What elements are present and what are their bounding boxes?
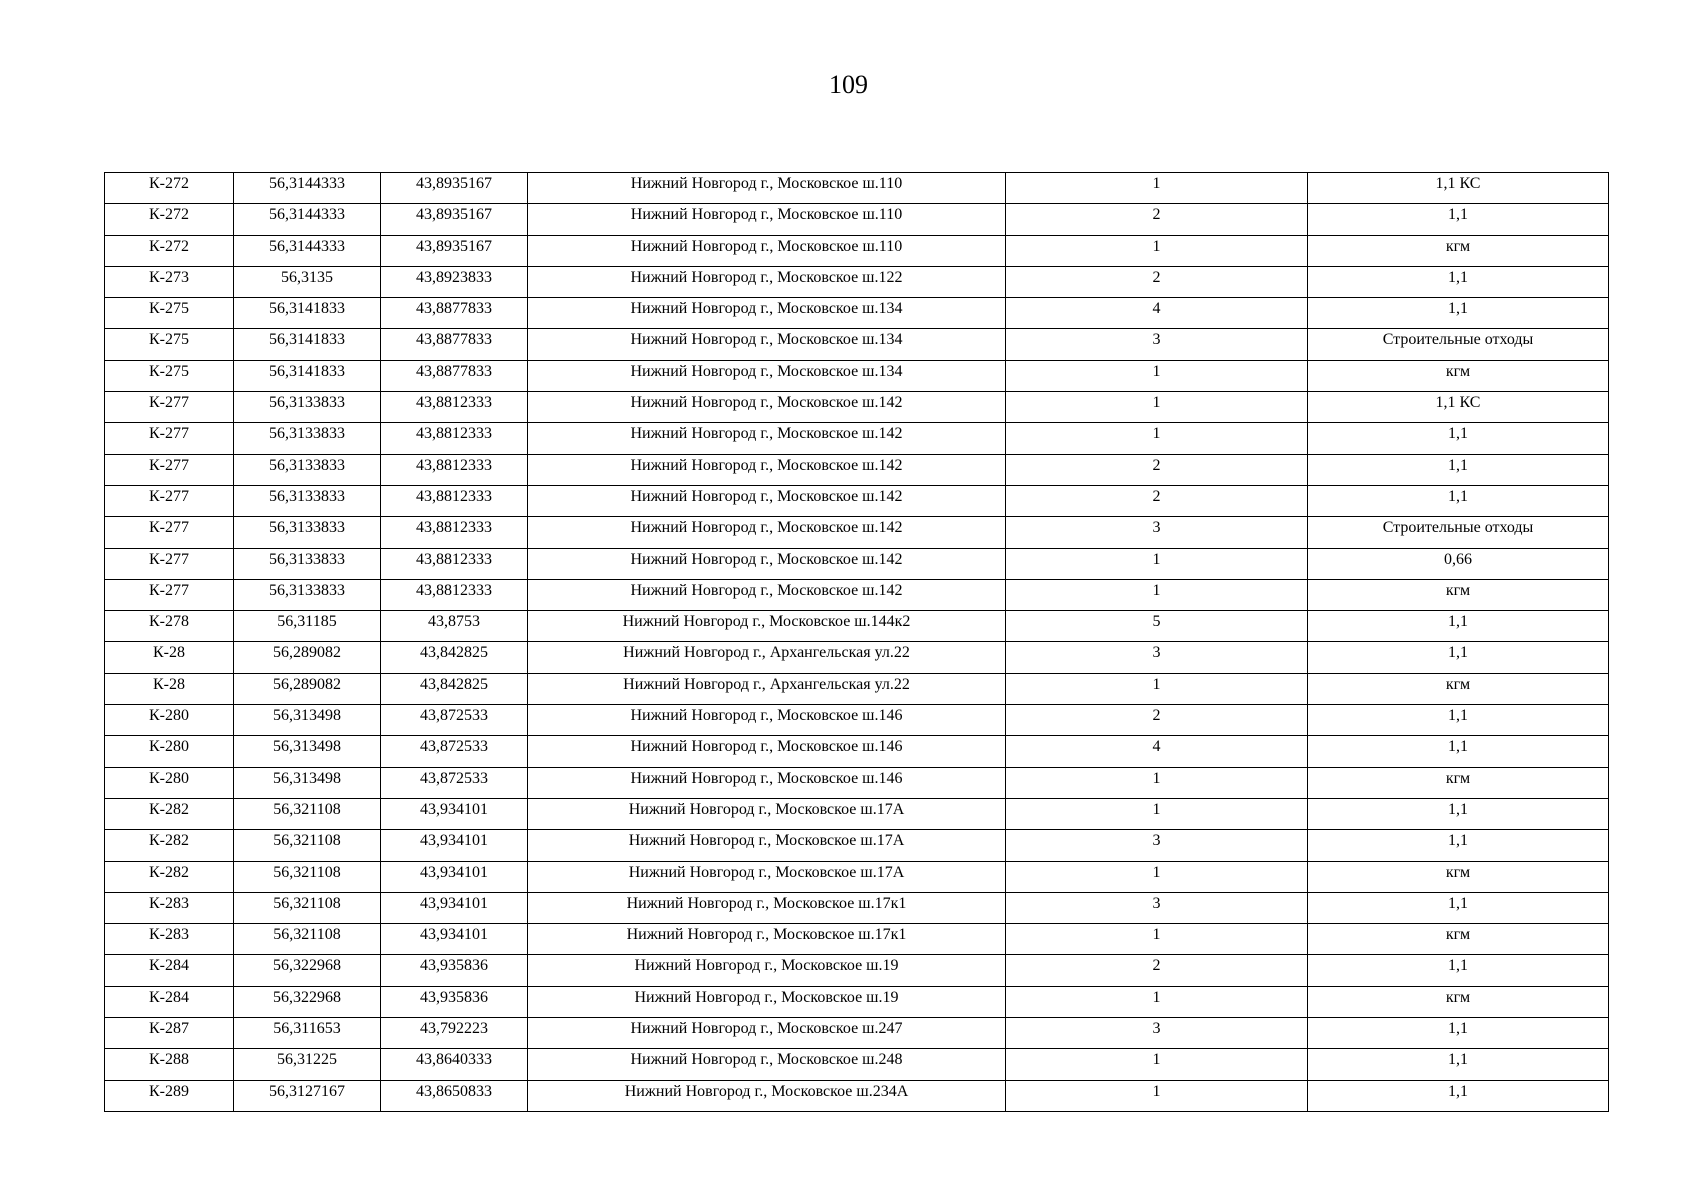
volume-cell: кгм	[1308, 673, 1609, 704]
address-cell: Нижний Новгород г., Московское ш.247	[528, 1018, 1006, 1049]
count-cell: 1	[1006, 423, 1308, 454]
address-cell: Нижний Новгород г., Московское ш.142	[528, 579, 1006, 610]
id-cell: К-278	[105, 611, 234, 642]
longitude-cell: 43,8877833	[381, 360, 528, 391]
count-cell: 1	[1006, 798, 1308, 829]
longitude-cell: 43,8812333	[381, 579, 528, 610]
address-cell: Нижний Новгород г., Московское ш.142	[528, 517, 1006, 548]
id-cell: К-275	[105, 298, 234, 329]
id-cell: К-277	[105, 423, 234, 454]
volume-cell: кгм	[1308, 360, 1609, 391]
volume-cell: 1,1	[1308, 454, 1609, 485]
address-cell: Нижний Новгород г., Архангельская ул.22	[528, 642, 1006, 673]
count-cell: 1	[1006, 861, 1308, 892]
volume-cell: 0,66	[1308, 548, 1609, 579]
longitude-cell: 43,872533	[381, 767, 528, 798]
table-row	[105, 767, 1609, 798]
count-cell: 2	[1006, 204, 1308, 235]
latitude-cell: 56,3133833	[234, 454, 381, 485]
address-cell: Нижний Новгород г., Московское ш.146	[528, 767, 1006, 798]
longitude-cell: 43,842825	[381, 673, 528, 704]
longitude-cell: 43,934101	[381, 924, 528, 955]
address-cell: Нижний Новгород г., Архангельская ул.22	[528, 673, 1006, 704]
page-number: 109	[829, 70, 868, 99]
volume-cell: 1,1	[1308, 642, 1609, 673]
id-cell: К-287	[105, 1018, 234, 1049]
latitude-cell: 56,321108	[234, 798, 381, 829]
count-cell: 1	[1006, 924, 1308, 955]
longitude-cell: 43,8877833	[381, 329, 528, 360]
id-cell: К-272	[105, 235, 234, 266]
count-cell: 2	[1006, 705, 1308, 736]
latitude-cell: 56,3133833	[234, 392, 381, 423]
longitude-cell: 43,8923833	[381, 266, 528, 297]
table-row	[105, 517, 1609, 548]
count-cell: 4	[1006, 736, 1308, 767]
count-cell: 2	[1006, 955, 1308, 986]
count-cell: 3	[1006, 830, 1308, 861]
address-cell: Нижний Новгород г., Московское ш.142	[528, 485, 1006, 516]
address-cell: Нижний Новгород г., Московское ш.142	[528, 423, 1006, 454]
count-cell: 1	[1006, 235, 1308, 266]
count-cell: 1	[1006, 986, 1308, 1017]
table-row	[105, 266, 1609, 297]
volume-cell: 1,1	[1308, 955, 1609, 986]
volume-cell: 1,1	[1308, 736, 1609, 767]
latitude-cell: 56,3144333	[234, 204, 381, 235]
volume-cell: кгм	[1308, 924, 1609, 955]
count-cell: 3	[1006, 517, 1308, 548]
latitude-cell: 56,289082	[234, 642, 381, 673]
id-cell: К-282	[105, 861, 234, 892]
id-cell: К-284	[105, 955, 234, 986]
id-cell: К-288	[105, 1049, 234, 1080]
volume-cell: кгм	[1308, 579, 1609, 610]
volume-cell: 1,1	[1308, 423, 1609, 454]
id-cell: К-289	[105, 1080, 234, 1111]
count-cell: 1	[1006, 360, 1308, 391]
longitude-cell: 43,8935167	[381, 173, 528, 204]
volume-cell: 1,1	[1308, 485, 1609, 516]
latitude-cell: 56,3133833	[234, 548, 381, 579]
longitude-cell: 43,8812333	[381, 485, 528, 516]
id-cell: К-277	[105, 579, 234, 610]
count-cell: 1	[1006, 392, 1308, 423]
count-cell: 1	[1006, 673, 1308, 704]
id-cell: К-28	[105, 673, 234, 704]
volume-cell: 1,1	[1308, 1018, 1609, 1049]
longitude-cell: 43,792223	[381, 1018, 528, 1049]
address-cell: Нижний Новгород г., Московское ш.19	[528, 986, 1006, 1017]
table-row	[105, 1049, 1609, 1080]
id-cell: К-277	[105, 517, 234, 548]
table-row	[105, 798, 1609, 829]
latitude-cell: 56,31225	[234, 1049, 381, 1080]
longitude-cell: 43,8935167	[381, 235, 528, 266]
address-cell: Нижний Новгород г., Московское ш.142	[528, 392, 1006, 423]
count-cell: 1	[1006, 767, 1308, 798]
longitude-cell: 43,8812333	[381, 548, 528, 579]
volume-cell: 1,1	[1308, 705, 1609, 736]
latitude-cell: 56,321108	[234, 924, 381, 955]
address-cell: Нижний Новгород г., Московское ш.17А	[528, 861, 1006, 892]
count-cell: 1	[1006, 548, 1308, 579]
longitude-cell: 43,934101	[381, 892, 528, 923]
volume-cell: 1,1	[1308, 1080, 1609, 1111]
id-cell: К-275	[105, 329, 234, 360]
longitude-cell: 43,934101	[381, 798, 528, 829]
latitude-cell: 56,3133833	[234, 485, 381, 516]
volume-cell: кгм	[1308, 861, 1609, 892]
latitude-cell: 56,322968	[234, 955, 381, 986]
latitude-cell: 56,3144333	[234, 235, 381, 266]
id-cell: К-284	[105, 986, 234, 1017]
id-cell: К-28	[105, 642, 234, 673]
id-cell: К-277	[105, 485, 234, 516]
address-cell: Нижний Новгород г., Московское ш.110	[528, 173, 1006, 204]
latitude-cell: 56,3144333	[234, 173, 381, 204]
address-cell: Нижний Новгород г., Московское ш.17А	[528, 798, 1006, 829]
longitude-cell: 43,935836	[381, 955, 528, 986]
table-row	[105, 235, 1609, 266]
table-row	[105, 329, 1609, 360]
address-cell: Нижний Новгород г., Московское ш.142	[528, 454, 1006, 485]
volume-cell: 1,1 КС	[1308, 392, 1609, 423]
count-cell: 2	[1006, 454, 1308, 485]
table-row	[105, 892, 1609, 923]
id-cell: К-272	[105, 204, 234, 235]
latitude-cell: 56,3135	[234, 266, 381, 297]
id-cell: К-277	[105, 548, 234, 579]
latitude-cell: 56,3133833	[234, 423, 381, 454]
table-row	[105, 642, 1609, 673]
address-cell: Нижний Новгород г., Московское ш.110	[528, 204, 1006, 235]
latitude-cell: 56,321108	[234, 892, 381, 923]
id-cell: К-280	[105, 767, 234, 798]
volume-cell: кгм	[1308, 767, 1609, 798]
count-cell: 1	[1006, 173, 1308, 204]
id-cell: К-283	[105, 924, 234, 955]
latitude-cell: 56,289082	[234, 673, 381, 704]
count-cell: 3	[1006, 892, 1308, 923]
volume-cell: 1,1	[1308, 892, 1609, 923]
longitude-cell: 43,8877833	[381, 298, 528, 329]
table-row	[105, 705, 1609, 736]
address-cell: Нижний Новгород г., Московское ш.248	[528, 1049, 1006, 1080]
count-cell: 2	[1006, 485, 1308, 516]
volume-cell: 1,1	[1308, 830, 1609, 861]
id-cell: К-275	[105, 360, 234, 391]
count-cell: 1	[1006, 1080, 1308, 1111]
longitude-cell: 43,8650833	[381, 1080, 528, 1111]
longitude-cell: 43,8935167	[381, 204, 528, 235]
latitude-cell: 56,3133833	[234, 517, 381, 548]
id-cell: К-280	[105, 736, 234, 767]
longitude-cell: 43,8812333	[381, 392, 528, 423]
volume-cell: 1,1	[1308, 266, 1609, 297]
count-cell: 3	[1006, 642, 1308, 673]
table-row	[105, 673, 1609, 704]
table-row	[105, 548, 1609, 579]
longitude-cell: 43,842825	[381, 642, 528, 673]
latitude-cell: 56,313498	[234, 736, 381, 767]
address-cell: Нижний Новгород г., Московское ш.144к2	[528, 611, 1006, 642]
table-row	[105, 861, 1609, 892]
table-row	[105, 955, 1609, 986]
volume-cell: 1,1	[1308, 204, 1609, 235]
count-cell: 5	[1006, 611, 1308, 642]
address-cell: Нижний Новгород г., Московское ш.19	[528, 955, 1006, 986]
table-row	[105, 173, 1609, 204]
id-cell: К-277	[105, 454, 234, 485]
count-cell: 3	[1006, 1018, 1308, 1049]
latitude-cell: 56,3141833	[234, 329, 381, 360]
address-cell: Нижний Новгород г., Московское ш.134	[528, 360, 1006, 391]
volume-cell: Строительные отходы	[1308, 329, 1609, 360]
id-cell: К-282	[105, 798, 234, 829]
table-row	[105, 1080, 1609, 1111]
table-row	[105, 204, 1609, 235]
volume-cell: кгм	[1308, 986, 1609, 1017]
address-cell: Нижний Новгород г., Московское ш.122	[528, 266, 1006, 297]
latitude-cell: 56,3133833	[234, 579, 381, 610]
table-row	[105, 924, 1609, 955]
table-row	[105, 392, 1609, 423]
count-cell: 4	[1006, 298, 1308, 329]
count-cell: 3	[1006, 329, 1308, 360]
longitude-cell: 43,8812333	[381, 423, 528, 454]
latitude-cell: 56,322968	[234, 986, 381, 1017]
volume-cell: 1,1 КС	[1308, 173, 1609, 204]
latitude-cell: 56,3127167	[234, 1080, 381, 1111]
longitude-cell: 43,935836	[381, 986, 528, 1017]
longitude-cell: 43,8753	[381, 611, 528, 642]
table-row	[105, 298, 1609, 329]
latitude-cell: 56,321108	[234, 861, 381, 892]
table-row	[105, 611, 1609, 642]
volume-cell: Строительные отходы	[1308, 517, 1609, 548]
latitude-cell: 56,321108	[234, 830, 381, 861]
address-cell: Нижний Новгород г., Московское ш.17А	[528, 830, 1006, 861]
volume-cell: 1,1	[1308, 798, 1609, 829]
id-cell: К-273	[105, 266, 234, 297]
id-cell: К-282	[105, 830, 234, 861]
longitude-cell: 43,872533	[381, 736, 528, 767]
address-cell: Нижний Новгород г., Московское ш.146	[528, 705, 1006, 736]
latitude-cell: 56,313498	[234, 705, 381, 736]
volume-cell: 1,1	[1308, 298, 1609, 329]
table-row	[105, 454, 1609, 485]
data-table	[104, 172, 1609, 1112]
table-row	[105, 986, 1609, 1017]
id-cell: К-283	[105, 892, 234, 923]
address-cell: Нижний Новгород г., Московское ш.110	[528, 235, 1006, 266]
table-row	[105, 579, 1609, 610]
latitude-cell: 56,3141833	[234, 298, 381, 329]
table-row	[105, 830, 1609, 861]
address-cell: Нижний Новгород г., Московское ш.17к1	[528, 892, 1006, 923]
volume-cell: 1,1	[1308, 1049, 1609, 1080]
id-cell: К-280	[105, 705, 234, 736]
longitude-cell: 43,8640333	[381, 1049, 528, 1080]
volume-cell: 1,1	[1308, 611, 1609, 642]
latitude-cell: 56,311653	[234, 1018, 381, 1049]
id-cell: К-277	[105, 392, 234, 423]
address-cell: Нижний Новгород г., Московское ш.234А	[528, 1080, 1006, 1111]
table-body	[105, 173, 1609, 1112]
longitude-cell: 43,8812333	[381, 517, 528, 548]
count-cell: 1	[1006, 1049, 1308, 1080]
latitude-cell: 56,313498	[234, 767, 381, 798]
table-row	[105, 485, 1609, 516]
table-row	[105, 423, 1609, 454]
address-cell: Нижний Новгород г., Московское ш.146	[528, 736, 1006, 767]
table-row	[105, 1018, 1609, 1049]
table-row	[105, 736, 1609, 767]
count-cell: 1	[1006, 579, 1308, 610]
address-cell: Нижний Новгород г., Московское ш.17к1	[528, 924, 1006, 955]
count-cell: 2	[1006, 266, 1308, 297]
longitude-cell: 43,872533	[381, 705, 528, 736]
address-cell: Нижний Новгород г., Московское ш.134	[528, 298, 1006, 329]
address-cell: Нижний Новгород г., Московское ш.134	[528, 329, 1006, 360]
latitude-cell: 56,31185	[234, 611, 381, 642]
longitude-cell: 43,934101	[381, 861, 528, 892]
volume-cell: кгм	[1308, 235, 1609, 266]
longitude-cell: 43,8812333	[381, 454, 528, 485]
latitude-cell: 56,3141833	[234, 360, 381, 391]
id-cell: К-272	[105, 173, 234, 204]
address-cell: Нижний Новгород г., Московское ш.142	[528, 548, 1006, 579]
table-row	[105, 360, 1609, 391]
longitude-cell: 43,934101	[381, 830, 528, 861]
